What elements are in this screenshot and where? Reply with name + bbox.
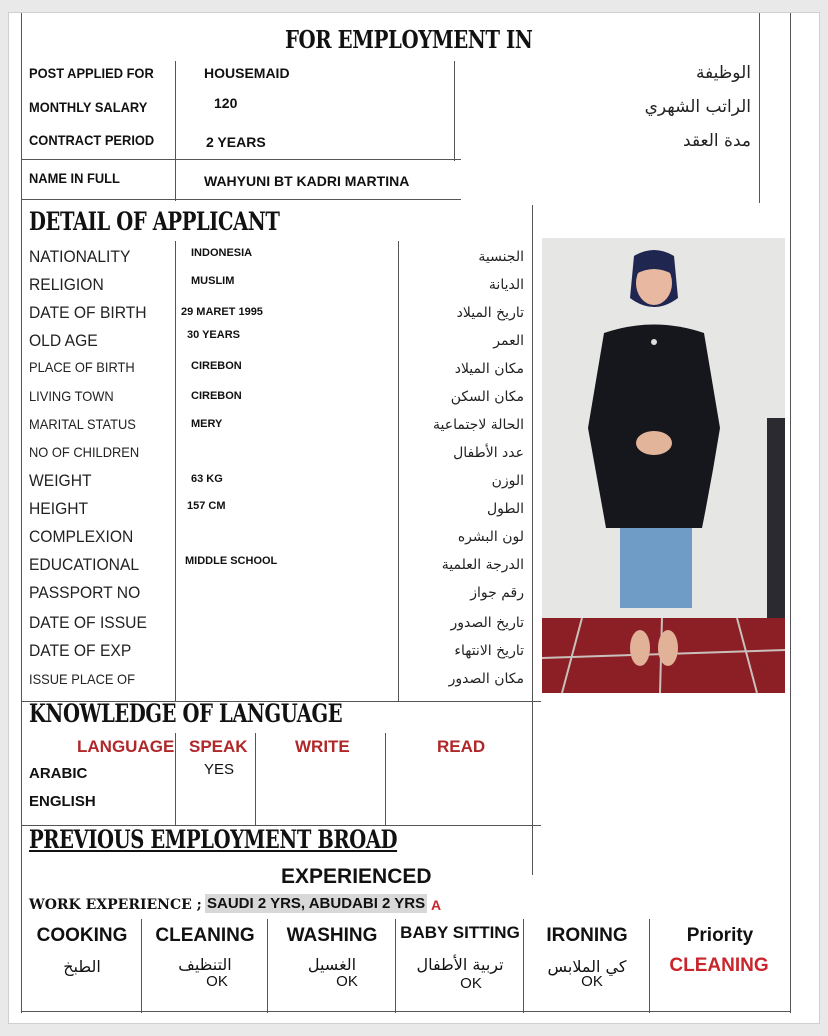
religion-label: RELIGION bbox=[29, 275, 104, 294]
skill-cleaning-arabic: التنظيف bbox=[178, 955, 232, 974]
monthly-salary-arabic: الراتب الشهري bbox=[644, 97, 751, 117]
weight-arabic: الوزن bbox=[491, 473, 524, 489]
age-label: OLD AGE bbox=[29, 331, 98, 350]
skill-ironing-arabic: كي الملابس bbox=[547, 957, 627, 976]
full-name-value: WAHYUNI BT KADRI MARTINA bbox=[204, 173, 410, 189]
place-of-birth-value: CIREBON bbox=[191, 360, 242, 372]
post-applied-label: POST APPLIED FOR bbox=[29, 65, 154, 81]
issue-place-arabic: مكان الصدور bbox=[448, 671, 524, 687]
weight-value: 63 KG bbox=[191, 473, 223, 485]
arabic-speak: YES bbox=[204, 761, 235, 778]
children-label: NO OF CHILDREN bbox=[29, 444, 140, 460]
marital-status-label: MARITAL STATUS bbox=[29, 416, 136, 432]
nationality-value: INDONESIA bbox=[191, 247, 253, 259]
language-header-write: WRITE bbox=[295, 737, 350, 756]
exp-date-arabic: تاريخ الانتهاء bbox=[454, 643, 524, 659]
marital-status-arabic: الحالة لاجتماعية bbox=[433, 417, 524, 433]
weight-label: WEIGHT bbox=[29, 471, 92, 490]
applicant-section-title: DETAIL OF APPLICANT bbox=[29, 207, 280, 236]
photo-illustration bbox=[542, 238, 785, 693]
skill-baby-sitting: BABY SITTING bbox=[400, 923, 520, 942]
dob-label: DATE OF BIRTH bbox=[29, 303, 147, 322]
height-label: HEIGHT bbox=[29, 499, 89, 518]
marital-status-value: MERY bbox=[191, 418, 223, 430]
language-header-speak: SPEAK bbox=[189, 737, 248, 756]
height-value: 157 CM bbox=[187, 500, 226, 512]
skill-washing-status: OK bbox=[336, 973, 358, 990]
language-header-language: LANGUAGE bbox=[77, 737, 175, 756]
contract-period-label: CONTRACT PERIOD bbox=[29, 132, 155, 148]
experience-status: EXPERIENCED bbox=[281, 865, 432, 888]
work-experience-value: SAUDI 2 YRS, ABUDABI 2 YRS bbox=[207, 895, 426, 912]
language-section-title: KNOWLEDGE OF LANGUAGE bbox=[29, 699, 343, 728]
work-experience-label: WORK EXPERIENCE ; bbox=[29, 897, 202, 913]
issue-place-label: ISSUE PLACE OF bbox=[29, 671, 135, 687]
exp-date-label: DATE OF EXP bbox=[29, 641, 132, 660]
employment-section-title: PREVIOUS EMPLOYMENT BROAD bbox=[29, 825, 398, 854]
living-town-arabic: مكان السكن bbox=[450, 389, 524, 405]
skill-washing: WASHING bbox=[286, 925, 378, 946]
nationality-label: NATIONALITY bbox=[29, 247, 131, 266]
passport-arabic: رقم جواز bbox=[470, 585, 524, 601]
religion-value: MUSLIM bbox=[191, 275, 235, 287]
place-of-birth-label: PLACE OF BIRTH bbox=[29, 359, 135, 375]
monthly-salary-label: MONTHLY SALARY bbox=[29, 99, 148, 115]
contract-period-arabic: مدة العقد bbox=[683, 131, 751, 151]
passport-label: PASSPORT NO bbox=[29, 583, 141, 602]
skill-cleaning: CLEANING bbox=[155, 925, 255, 946]
skill-cleaning-status: OK bbox=[206, 973, 228, 990]
living-town-value: CIREBON bbox=[191, 390, 242, 402]
post-applied-arabic: الوظيفة bbox=[695, 63, 751, 83]
application-form bbox=[8, 12, 820, 1024]
age-value: 30 YEARS bbox=[187, 329, 240, 341]
skill-cooking-arabic: الطبخ bbox=[63, 957, 101, 976]
page-title: FOR EMPLOYMENT IN bbox=[285, 25, 533, 54]
complexion-arabic: لون البشره bbox=[457, 529, 524, 545]
contract-period-value: 2 YEARS bbox=[206, 134, 266, 150]
issue-date-arabic: تاريخ الصدور bbox=[450, 615, 524, 631]
issue-date-label: DATE OF ISSUE bbox=[29, 613, 147, 632]
priority-label: Priority bbox=[686, 925, 754, 946]
complexion-label: COMPLEXION bbox=[29, 527, 134, 546]
living-town-label: LIVING TOWN bbox=[29, 388, 114, 404]
skill-ironing: IRONING bbox=[546, 925, 628, 946]
age-arabic: العمر bbox=[493, 333, 524, 349]
full-name-label: NAME IN FULL bbox=[29, 170, 120, 186]
dob-arabic: تاريخ الميلاد bbox=[456, 305, 524, 321]
language-english: ENGLISH bbox=[29, 793, 96, 810]
skill-ironing-status: OK bbox=[581, 973, 603, 990]
priority-value: CLEANING bbox=[669, 955, 769, 976]
education-value: MIDDLE SCHOOL bbox=[185, 555, 278, 567]
language-header-read: READ bbox=[437, 737, 486, 756]
nationality-arabic: الجنسية bbox=[478, 249, 524, 265]
education-label: EDUCATIONAL bbox=[29, 555, 140, 574]
skill-washing-arabic: الغسيل bbox=[307, 955, 357, 974]
skill-cooking: COOKING bbox=[36, 925, 128, 946]
height-arabic: الطول bbox=[486, 501, 524, 517]
education-arabic: الدرجة العلمية bbox=[441, 557, 524, 573]
children-arabic: عدد الأطفال bbox=[453, 445, 524, 461]
skill-baby-sitting-arabic: تربية الأطفال bbox=[416, 955, 504, 974]
work-experience-tail: A bbox=[431, 897, 442, 913]
language-arabic: ARABIC bbox=[29, 765, 88, 782]
religion-arabic: الديانة bbox=[488, 277, 524, 293]
dob-value: 29 MARET 1995 bbox=[181, 306, 263, 318]
applicant-photo bbox=[542, 238, 785, 693]
place-of-birth-arabic: مكان الميلاد bbox=[454, 361, 524, 377]
post-applied-value: HOUSEMAID bbox=[204, 65, 290, 81]
monthly-salary-value: 120 bbox=[214, 95, 238, 111]
skill-baby-sitting-status: OK bbox=[460, 975, 482, 992]
